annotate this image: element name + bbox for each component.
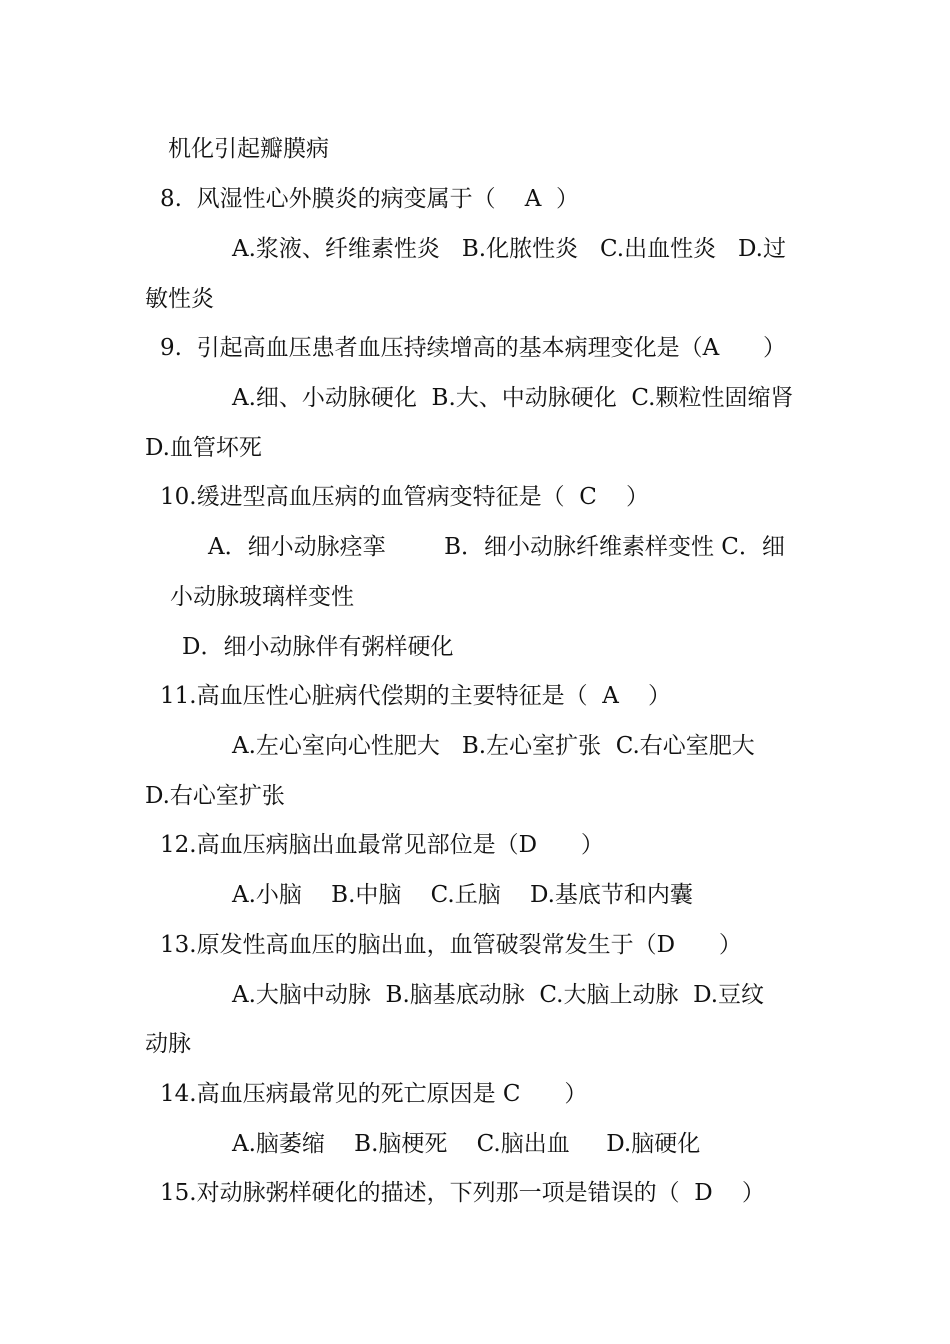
question-12: 12.高血压病脑出血最常见部位是（D ） (160, 832, 604, 858)
question-11: 11.高血压性心脏病代偿期的主要特征是（ A ） (160, 683, 672, 709)
question-8: 8. 风湿性心外膜炎的病变属于（ A ） (160, 186, 580, 212)
question-10-option-d: D．细小动脉伴有粥样硬化 (182, 634, 454, 660)
question-8-options: A.浆液、纤维素性炎 B.化脓性炎 C.出血性炎 D.过 (232, 236, 786, 262)
question-10-options-cont: 小动脉玻璃样变性 (170, 584, 354, 610)
question-14: 14.高血压病最常见的死亡原因是 C ） (160, 1081, 588, 1107)
question-14-options: A.脑萎缩 B.脑梗死 C.脑出血 D.脑硬化 (232, 1131, 701, 1157)
question-12-options: A.小脑 B.中脑 C.丘脑 D.基底节和内囊 (232, 882, 693, 908)
question-11-options-cont: D.右心室扩张 (145, 783, 285, 809)
question-10-options: A．细小动脉痉挛 B．细小动脉纤维素样变性 C．细 (208, 534, 785, 560)
question-15: 15.对动脉粥样硬化的描述，下列那一项是错误的（ D ） (160, 1180, 765, 1206)
question-13-options: A.大脑中动脉 B.脑基底动脉 C.大脑上动脉 D.豆纹 (232, 982, 765, 1008)
question-13: 13.原发性高血压的脑出血，血管破裂常发生于（D ） (160, 932, 742, 958)
question-9-options-cont: D.血管坏死 (145, 435, 262, 461)
text-line: 机化引起瓣膜病 (168, 136, 329, 162)
question-13-options-cont: 动脉 (145, 1031, 191, 1057)
question-11-options: A.左心室向心性肥大 B.左心室扩张 C.右心室肥大 (232, 733, 755, 759)
question-9: 9. 引起高血压患者血压持续增高的基本病理变化是（A ） (160, 335, 787, 361)
question-8-options-cont: 敏性炎 (145, 286, 214, 312)
question-10: 10.缓进型高血压病的血管病变特征是（ C ） (160, 484, 650, 510)
question-9-options: A.细、小动脉硬化 B.大、中动脉硬化 C.颗粒性固缩肾 (232, 385, 794, 411)
